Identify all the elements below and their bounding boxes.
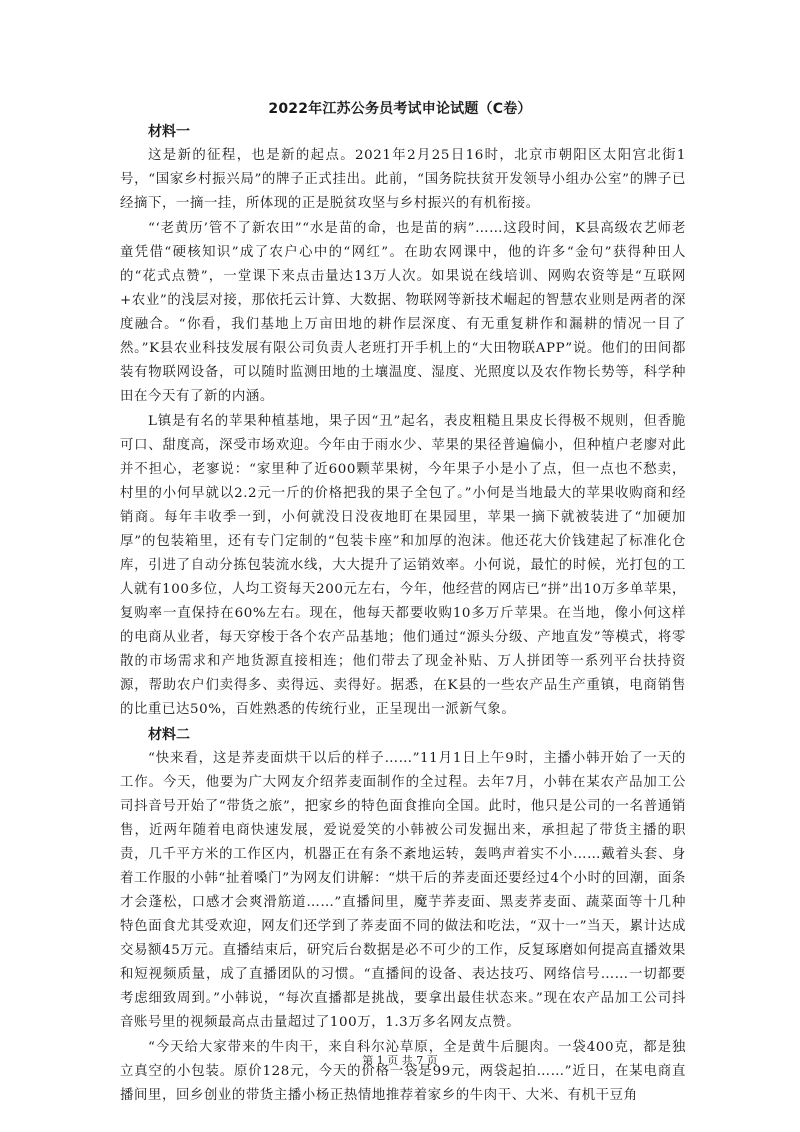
document-body: [120, 120, 686, 1109]
paragraph: 这是新的征程，也是新的起点。2021年2月25日16时，北京市朝阳区太阳宫北街1号，“国家乡村振兴局”的牌子正式挂出。此前，“国务院扶贫开发领导小组办公室”的牌子已经摘下，一摘一挂，所体现的正是脱贫攻坚与乡村振兴的有机衔接。: [120, 148, 686, 211]
section-heading-2: 材料二: [148, 727, 190, 743]
section-heading-1: 材料一: [148, 124, 190, 140]
paragraph: “今天给大家带来的牛肉干，来自科尔沁草原，全是黄牛后腿肉。一袋400克，都是独立真空的小包装。原价128元，今天的价格一袋是99元，两袋起拍……”近日，在某电商直播间里，回乡创业的带货主播小杨正热情地推荐着家乡的牛肉干、大米、有机干豆角: [120, 1040, 686, 1103]
paragraph: L镇是有名的苹果种植基地，果子因“丑”起名，表皮粗糙且果皮长得极不规则，但香脆可口、甜度高，深受市场欢迎。今年由于雨水少、苹果的果径普遍偏小，但种植户老廖对此并不担心，老寥说：“家里种了近600颗苹果树，今年果子小是小了点，但一点也不愁卖，村里的小何早就以2.2元一斤的价格把我的果子全包了。”小何是当地最大的苹果收购商和经销商。每年丰收季一到，小何就没日没夜地盯在果园里，苹果一摘下就被装进了“加硬加厚”的包装箱里，还有专门定制的“包装卡座”和加厚的泡沫。他还花大价钱建起了标准化仓库，引进了自动分拣包装流水线，大大提升了运销效率。小何说，最忙的时候，光打包的工人就有100多位，人均工资每天200元左右，今年，他经营的网店已“拼”出10万多单苹果，复购率一直保持在60%左右。现在，他每天都要收购10多万斤苹果。在当地，像小何这样的电商从业者，每天穿梭于各个农产品基地；他们通过“源头分级、产地直发”等模式，将零散的市场需求和产地货源直接相连；他们带去了现金补贴、万人拼团等一系列平台扶持资源，帮助农户们卖得多、卖得远、卖得好。据悉，在K县的一些农产品生产重镇，电商销售的比重已达50%，百姓熟悉的传统行业，正呈现出一派新气象。: [120, 414, 686, 717]
page-footer: 第 1 页 共 7 页: [362, 1054, 438, 1067]
paragraph: “‘老黄历’管不了新农田”“水是苗的命，也是苗的病”……这段时间，K县高级农艺师老童凭借“硬核知识”成了农户心中的“网红”。在助农网课中，他的许多“金句”获得种田人的“花式点赞”，一堂课下来点击量达13万人次。如果说在线培训、网购农资等是“互联网+农业”的浅层对接，那依托云计算、大数据、物联网等新技术崛起的智慧农业则是两者的深度融合。“你看，我们基地上万亩田地的耕作层深度、有无重复耕作和漏耕的情况一目了然。”K县农业科技发展有限公司负责人老班打开手机上的“大田物联APP”说。他们的田间都装有物联网设备，可以随时监测田地的土壤温度、湿度、光照度以及农作物长势等，科学种田在今天有了新的内涵。: [120, 221, 686, 404]
paragraph: “快来看，这是荞麦面烘干以后的样子……”11月1日上午9时，主播小韩开始了一天的工作。今天，他要为广大网友介绍荞麦面制作的全过程。去年7月，小韩在某农产品加工公司抖音号开始了“带货之旅”，把家乡的特色面食推向全国。此时，他只是公司的一名普通销售，近两年随着电商快速发展，爱说爱笑的小韩被公司发掘出来，承担起了带货主播的职责，几千平方米的工作区内，机器正在有条不紊地运转，轰鸣声着实不小……戴着头套、身着工作服的小韩“扯着嗓门”为网友们讲解：“烘干后的荞麦面还要经过4个小时的回潮，面条才会蓬松，口感才会爽滑筋道……”直播间里，魔芋荞麦面、黑麦荞麦面、蔬菜面等十几种特色面食尤其受欢迎，网友们还学到了荞麦面不同的做法和吃法，“双十一”当天，累计达成交易额45万元。直播结束后，研究后台数据是必不可少的工作，反复琢磨如何提高直播效果和短视频质量，成了直播团队的习惯。“直播间的设备、表达技巧、网络信号……一切都要考虑细致周到。”小韩说，“每次直播都是挑战，要拿出最佳状态来。”现在农产品加工公司抖音账号里的视频最高点击量超过了100万，1.3万多名网友点赞。: [120, 751, 686, 1030]
document-title: 2022年江苏公务员考试申论试题（C卷）: [268, 101, 532, 117]
